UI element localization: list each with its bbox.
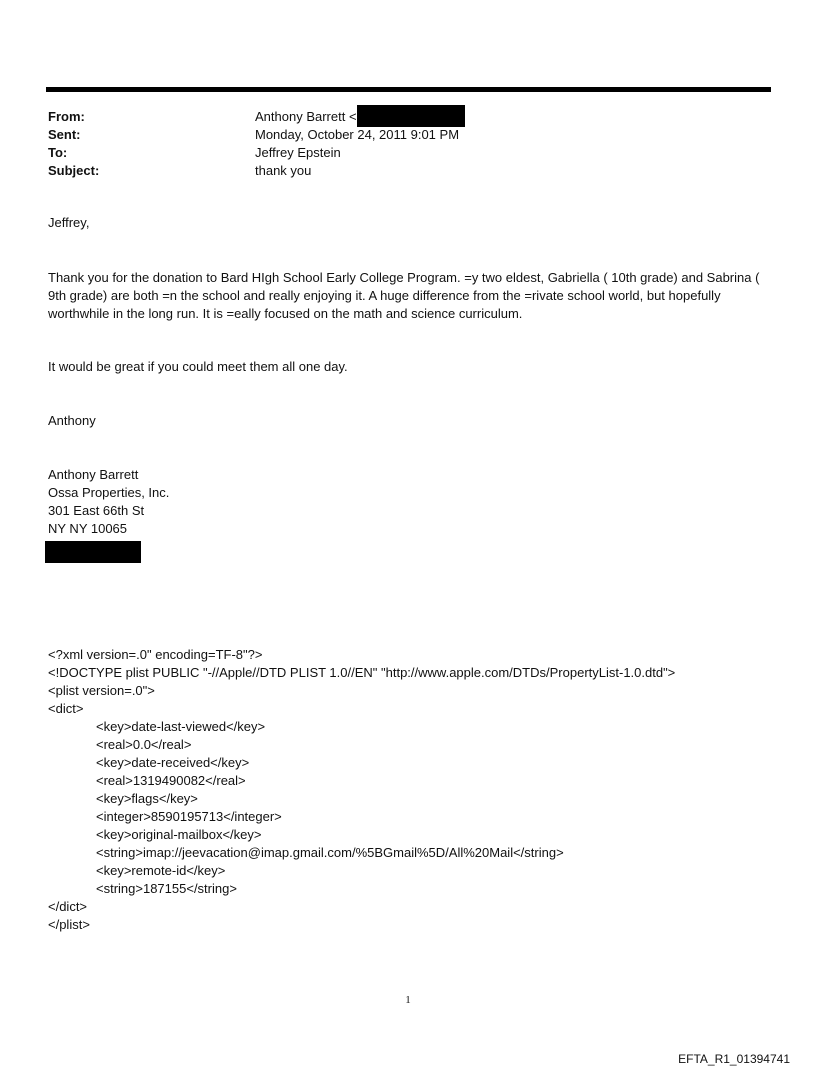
- subject-label: Subject:: [48, 163, 100, 178]
- signature-name: Anthony Barrett: [48, 467, 139, 482]
- xml-line: <real>0.0</real>: [96, 737, 192, 752]
- email-header: [48, 108, 748, 180]
- body-paragraph-1: Thank you for the donation to Bard HIgh School Early College Program. =y two eldest, Gabriella ( 10th grade) and Sabrina ( 9th grade) are both =n the school and really enjoying it. A huge difference from the =rivate school world, but hopefully worthwhile in the long run. It is =eally focused on the math and science curriculum.: [48, 270, 760, 321]
- xml-line: </plist>: [48, 917, 90, 932]
- redacted-email: [357, 105, 465, 127]
- header-rule: [46, 87, 771, 92]
- xml-line: <!DOCTYPE plist PUBLIC "-//Apple//DTD PLIST 1.0//EN" "http://www.apple.com/DTDs/PropertyList-1.0.dtd">: [48, 665, 676, 680]
- bates-number: EFTA_R1_01394741: [678, 1052, 790, 1066]
- to-value: Jeffrey Epstein: [255, 145, 341, 160]
- xml-line: <real>1319490082</real>: [96, 773, 246, 788]
- signature-street: 301 East 66th St: [48, 503, 145, 518]
- page-number: 1: [405, 994, 411, 1006]
- to-label: To:: [48, 145, 68, 160]
- xml-line: <key>date-last-viewed</key>: [96, 719, 266, 734]
- xml-line: <string>187155</string>: [96, 881, 237, 896]
- subject-row: [48, 162, 748, 180]
- closing: Anthony: [48, 413, 96, 428]
- xml-line: <?xml version=.0" encoding=TF-8"?>: [48, 647, 263, 662]
- xml-line: <plist version=.0">: [48, 683, 155, 698]
- xml-line: <key>remote-id</key>: [96, 863, 226, 878]
- xml-line: <key>date-received</key>: [96, 755, 250, 770]
- signature-company: Ossa Properties, Inc.: [48, 485, 170, 500]
- from-row: [48, 108, 748, 126]
- sent-row: [48, 126, 748, 144]
- xml-line: <integer>8590195713</integer>: [96, 809, 282, 824]
- from-name: Anthony Barrett <: [255, 109, 357, 124]
- xml-line: <dict>: [48, 701, 84, 716]
- to-row: [48, 144, 748, 162]
- xml-line: <key>flags</key>: [96, 791, 198, 806]
- subject-value: thank you: [255, 163, 312, 178]
- signature-city: NY NY 10065: [48, 521, 128, 536]
- redacted-phone: [45, 541, 141, 563]
- xml-line: <string>imap://jeevacation@imap.gmail.com/%5BGmail%5D/All%20Mail</string>: [96, 845, 564, 860]
- sent-value: Monday, October 24, 2011 9:01 PM: [255, 127, 460, 142]
- from-label: From:: [48, 109, 85, 124]
- xml-line: <key>original-mailbox</key>: [96, 827, 262, 842]
- signature-block: [48, 466, 169, 538]
- xml-block: [48, 646, 675, 934]
- greeting: Jeffrey,: [48, 215, 90, 230]
- body-paragraph-2: It would be great if you could meet them all one day.: [48, 359, 348, 374]
- xml-line: </dict>: [48, 899, 88, 914]
- sent-label: Sent:: [48, 127, 81, 142]
